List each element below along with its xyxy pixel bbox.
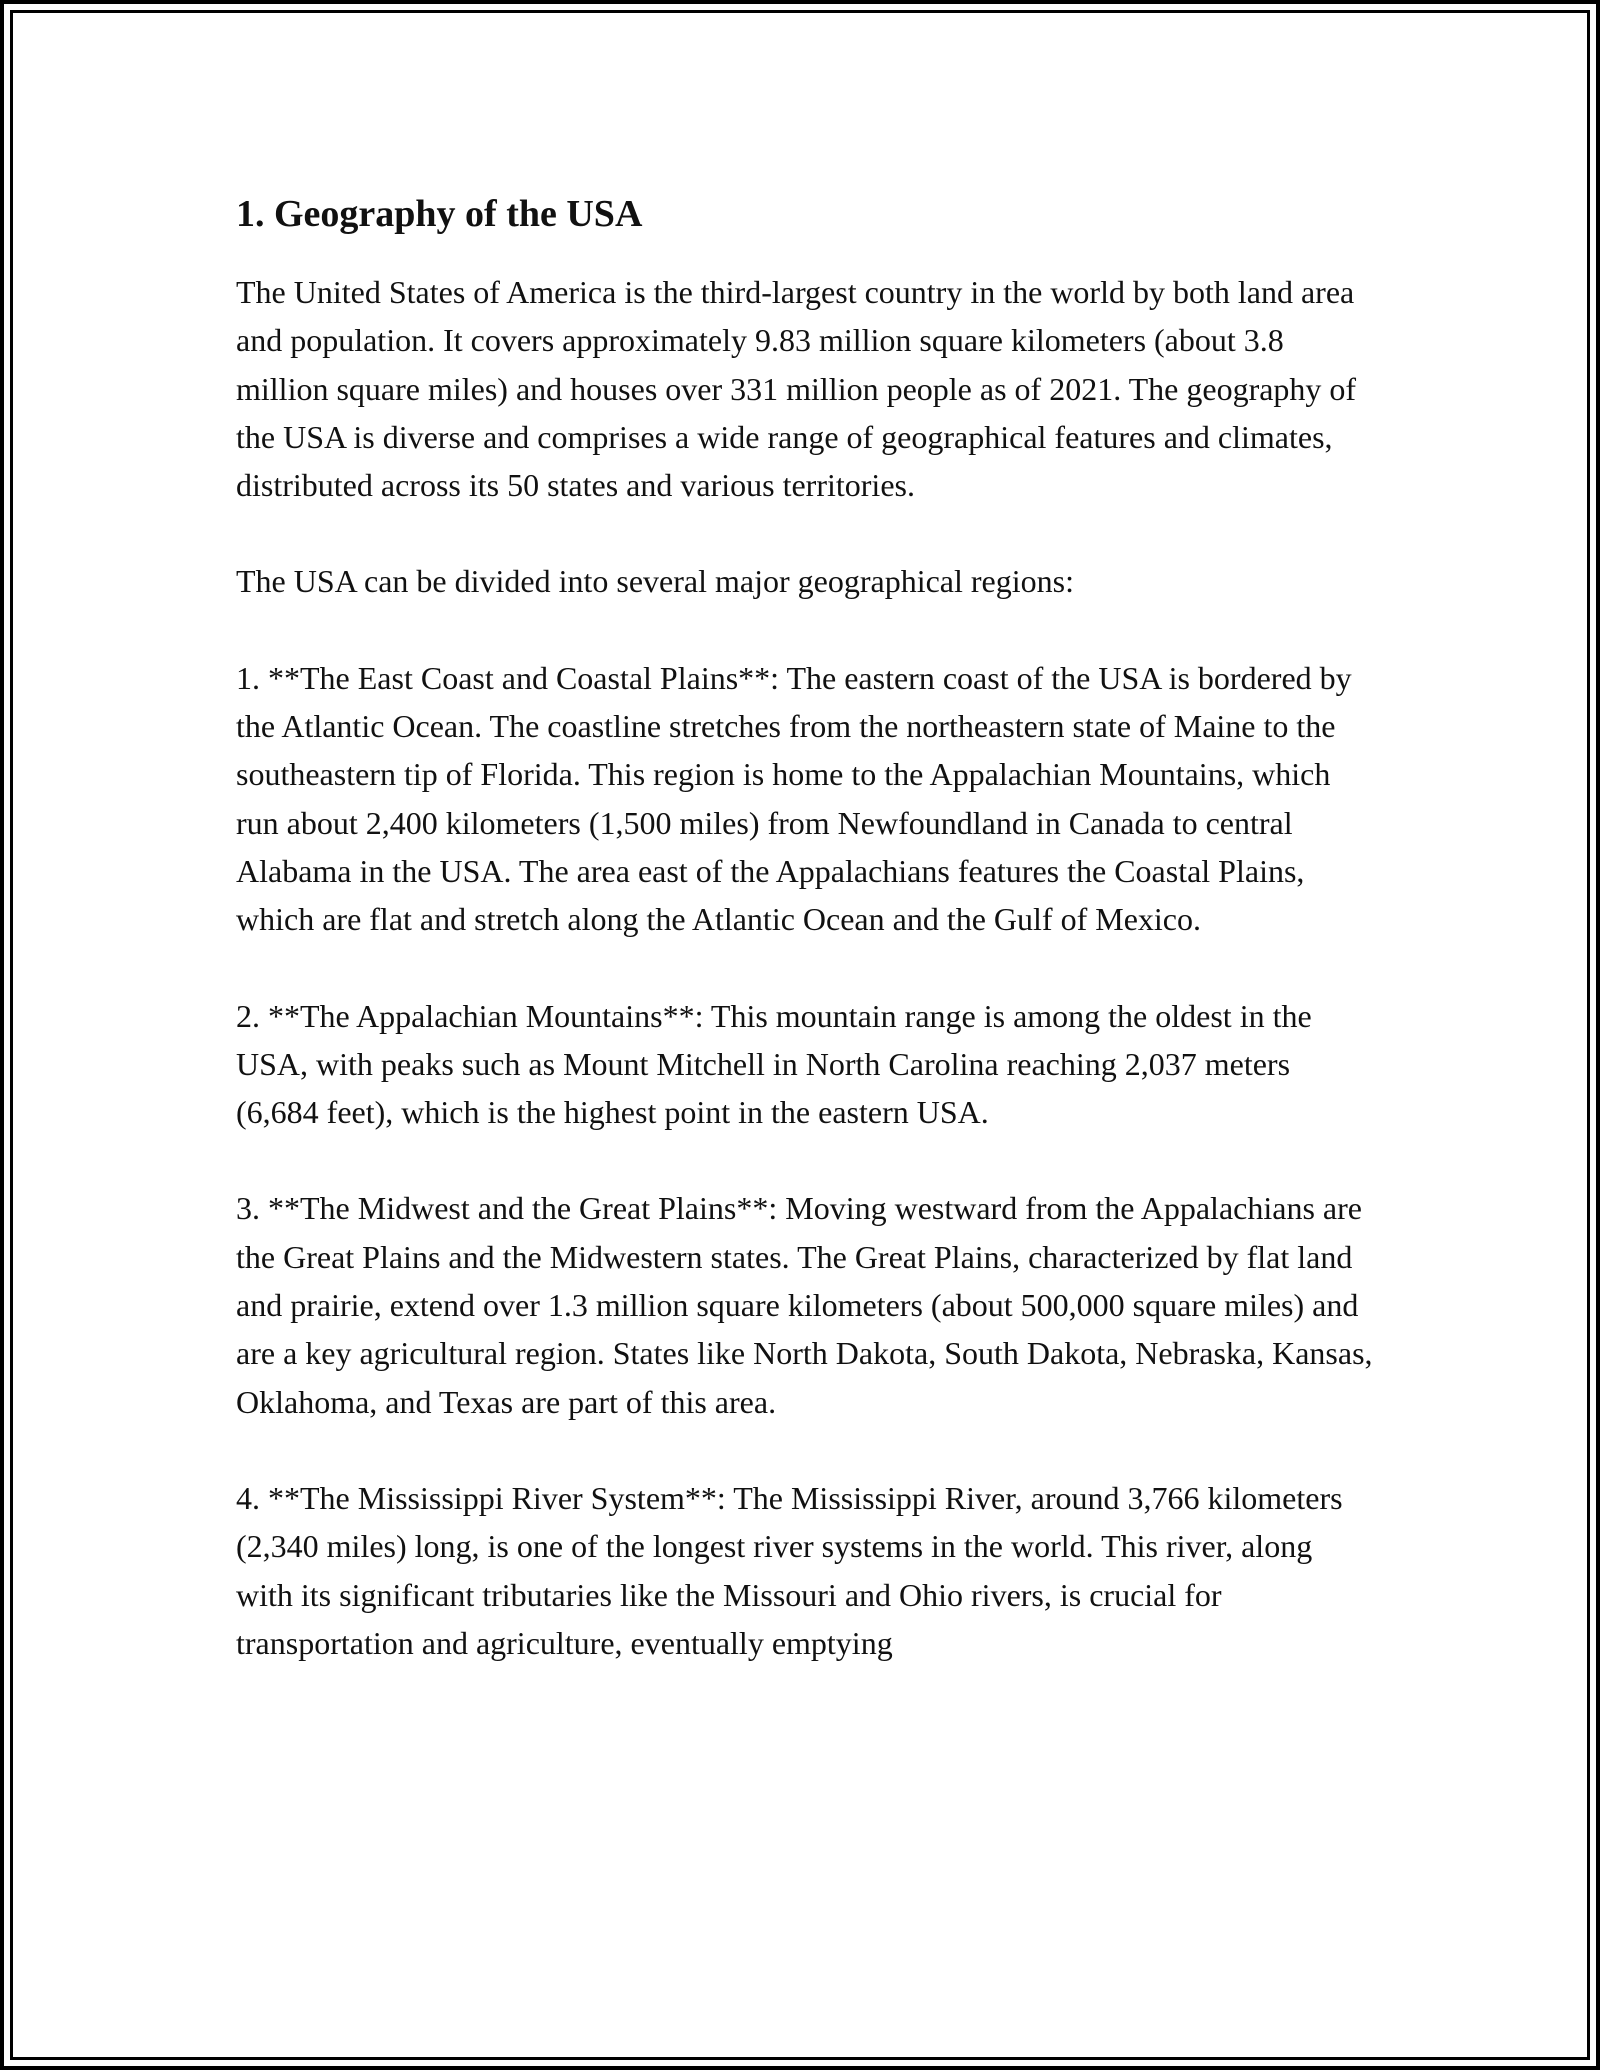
intro-paragraph: The United States of America is the third-largest country in the world by both land area and population. It covers approximately 9.83 million square kilometers (about 3.8 million square miles) and houses over 331 million people as of 2021. The geography of the USA is diverse and comprises a wide range of geographical features and climates, distributed across its 50 states and various territories. (236, 274, 1357, 504)
region-midwest-paragraph: 3. **The Midwest and the Great Plains**: Moving westward from the Appalachians are the Great Plains and the Midwestern states. The Great Plains, characterized by flat land and prairie, extend over 1.3 million square kilometers (about 500,000 square miles) and are a key agricultural region. States like North Dakota, South Dakota, Nebraska, Kansas, Oklahoma, and Texas are part of this area. (236, 1190, 1373, 1420)
document-body (236, 186, 1376, 1667)
region-mississippi-paragraph: 4. **The Mississippi River System**: The Mississippi River, around 3,766 kilometers (2,340 miles) long, is one of the longest river systems in the world. This river, along with its significant tributaries like the Missouri and Ohio rivers, is crucial for transportation and agriculture, eventually emptying (236, 1479, 1343, 1661)
regions-intro-paragraph: The USA can be divided into several major geographical regions: (236, 563, 1074, 600)
region-east-coast-paragraph: 1. **The East Coast and Coastal Plains**: The eastern coast of the USA is bordered by the Atlantic Ocean. The coastline stretches from the northeastern state of Maine to the southeastern tip of Florida. This region is home to the Appalachian Mountains, which run about 2,400 kilometers (1,500 miles) from Newfoundland in Canada to central Alabama in the USA. The area east of the Appalachians features the Coastal Plains, which are flat and stretch along the Atlantic Ocean and the Gulf of Mexico. (236, 659, 1352, 938)
section-heading: 1. Geography of the USA (236, 193, 643, 235)
region-appalachian-paragraph: 2. **The Appalachian Mountains**: This mountain range is among the oldest in the USA, with peaks such as Mount Mitchell in North Carolina reaching 2,037 meters (6,684 feet), which is the highest point in the eastern USA. (236, 997, 1312, 1131)
